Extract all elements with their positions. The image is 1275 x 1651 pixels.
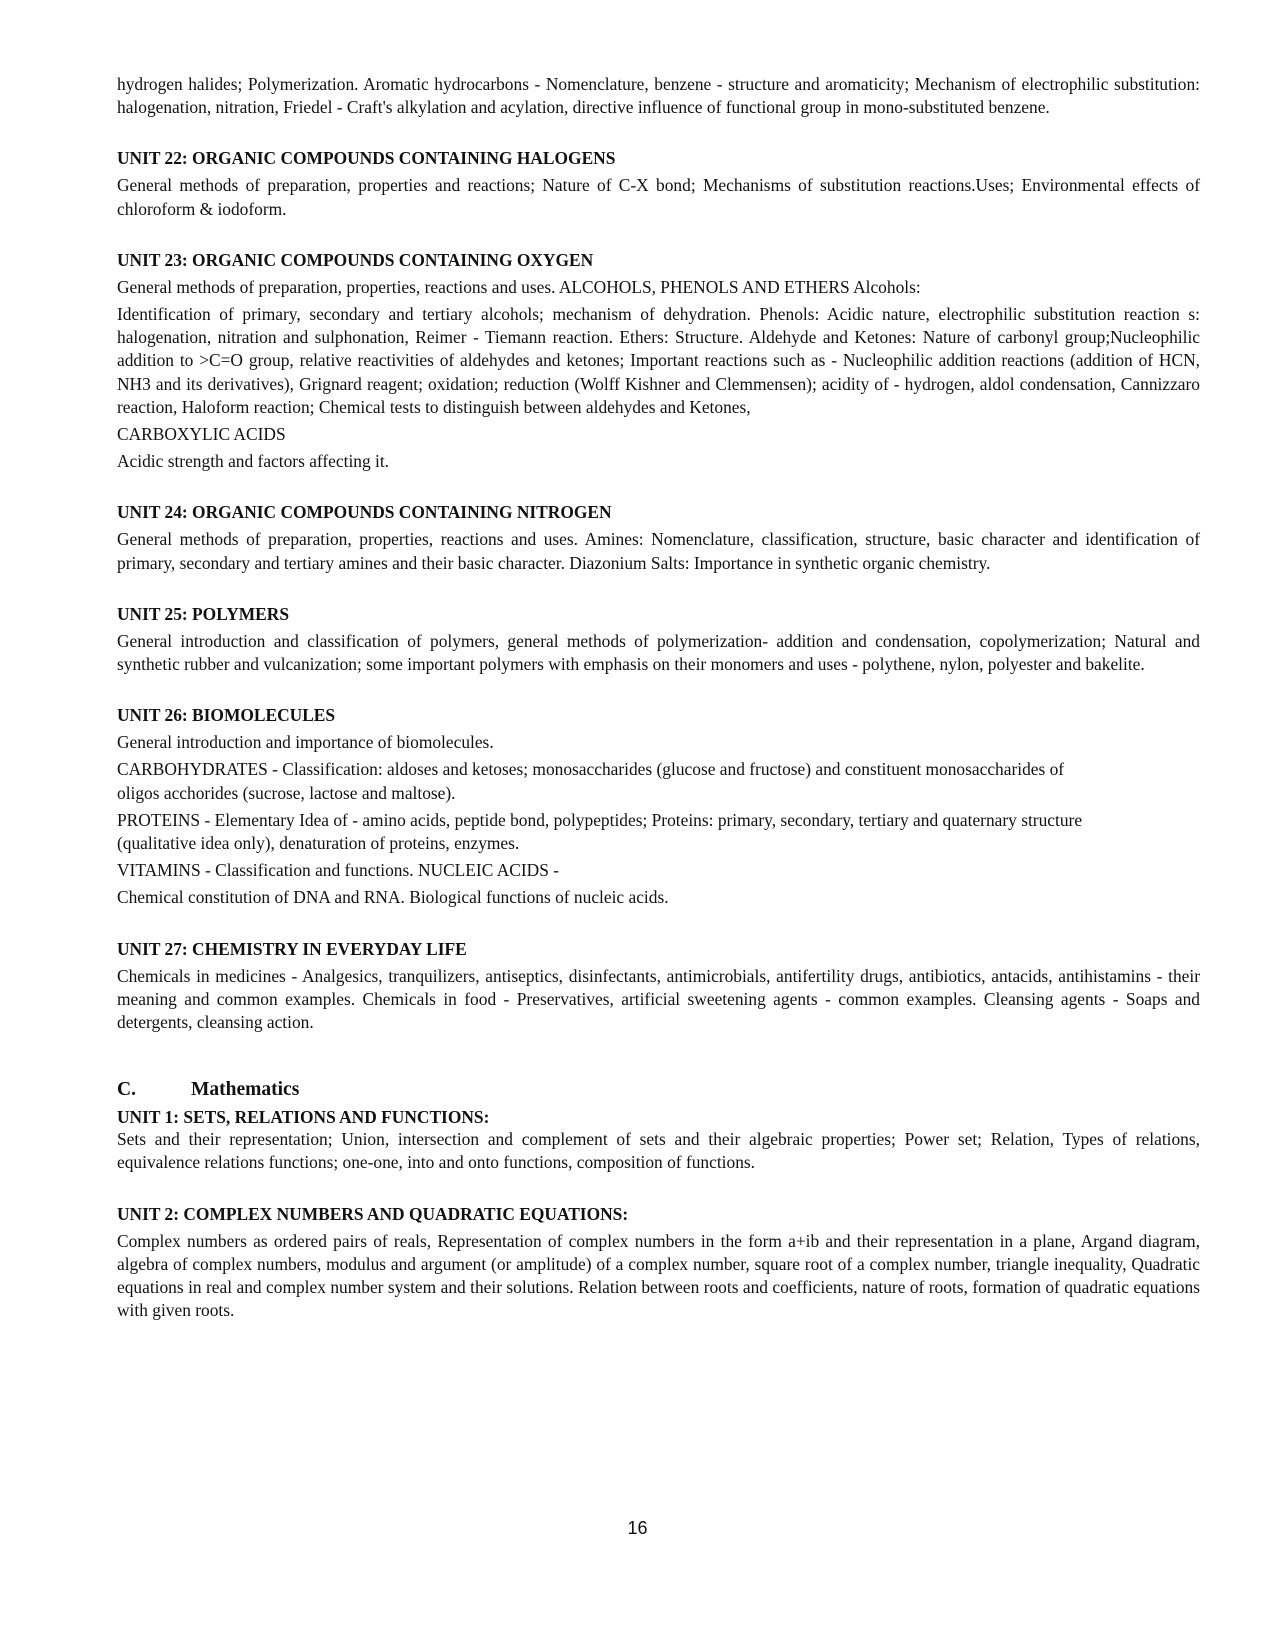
unit-26-paragraph: CARBOHYDRATES - Classification: aldoses and ketoses; monosaccharides (glucose and fructose) and constituent monosaccharides of oligos acchorides (sucrose, lactose and maltose). xyxy=(117,759,1065,803)
unit-24-paragraph: General methods of preparation, properties, reactions and uses. Amines: Nomenclature, classification, structure, basic character and identification of primary, secondary and tertiary amines and their basic character. Diazonium Salts: Importance in synthetic organic chemistry. xyxy=(117,529,1200,573)
math-unit-2-paragraph: Complex numbers as ordered pairs of reals, Representation of complex numbers in the form a+ib and their representation in a plane, Argand diagram, algebra of complex numbers, modulus and argument (or amplitude) of a complex number, square root of a complex number, triangle inequality, Quadratic equations in real and complex number system and their solutions. Relation between roots and coefficients, nature of roots, formation of quadratic equations with given roots. xyxy=(117,1230,1200,1321)
unit-23-subheading: CARBOXYLIC ACIDS xyxy=(117,424,286,445)
unit-26-paragraph: Chemical constitution of DNA and RNA. Biological functions of nucleic acids. xyxy=(117,887,669,908)
section-title xyxy=(117,1078,1200,1102)
unit-27-heading: UNIT 27: CHEMISTRY IN EVERYDAY LIFE xyxy=(117,938,467,959)
math-unit-2-heading: UNIT 2: COMPLEX NUMBERS AND QUADRATIC EQUATIONS: xyxy=(117,1203,629,1224)
page-content xyxy=(117,73,1200,1327)
section-letter: C. xyxy=(117,1079,136,1101)
unit-22-paragraph: General methods of preparation, properties and reactions; Nature of C-X bond; Mechanisms of substitution reactions.Uses; Environmental effects of chloroform & iodoform. xyxy=(117,175,1200,219)
unit-27-paragraph: Chemicals in medicines - Analgesics, tranquilizers, antiseptics, disinfectants, antimicrobials, antifertility drugs, antibiotics, antacids, antihistamins - their meaning and common examples. Chemicals in food - Preservatives, artificial sweetening agents - common examples. Cleansing agents - Soaps and detergents, cleansing action. xyxy=(117,965,1200,1033)
math-unit-1-paragraph: Sets and their representation; Union, intersection and complement of sets and their algebraic properties; Power set; Relation, Types of relations, equivalence relations functions; one-one, into and onto functions, composition of functions. xyxy=(117,1129,1200,1173)
unit-24-heading: UNIT 24: ORGANIC COMPOUNDS CONTAINING NITROGEN xyxy=(117,502,612,523)
unit-26-heading: UNIT 26: BIOMOLECULES xyxy=(117,705,336,726)
unit-25-heading: UNIT 25: POLYMERS xyxy=(117,603,290,624)
unit-23-heading: UNIT 23: ORGANIC COMPOUNDS CONTAINING OXYGEN xyxy=(117,249,594,270)
section-name: Mathematics xyxy=(191,1079,300,1101)
unit-23-paragraph: Acidic strength and factors affecting it. xyxy=(117,451,390,472)
unit-23-paragraph: Identification of primary, secondary and tertiary alcohols; mechanism of dehydration. Phenols: Acidic nature, electrophilic substitution reaction s: halogenation, nitration and sulphonation, Reimer - Tiemann reaction. Ethers: Structure. Aldehyde and Ketones: Nature of carbonyl group;Nucleophilic addition to >C=O group, relative reactivities of aldehydes and ketones; Important reactions such as - Nucleophilic addition reactions (addition of HCN, NH3 and its derivatives), Grignard reagent; oxidation; reduction (Wolff Kishner and Clemmensen); acidity of - hydrogen, aldol condensation, Cannizzaro reaction, Haloform reaction; Chemical tests to distinguish between aldehydes and Ketones, xyxy=(117,304,1200,417)
intro-paragraph: hydrogen halides; Polymerization. Aromatic hydrocarbons - Nomenclature, benzene - structure and aromaticity; Mechanism of electrophilic substitution: halogenation, nitration, Friedel - Craft's alkylation and acylation, directive influence of functional group in mono-substituted benzene. xyxy=(117,74,1200,118)
unit-26-paragraph: PROTEINS - Elementary Idea of - amino acids, peptide bond, polypeptides; Proteins: primary, secondary, tertiary and quaternary structure (qualitative idea only), denaturation of proteins, enzymes. xyxy=(117,809,1083,854)
unit-25-paragraph: General introduction and classification of polymers, general methods of polymerization- addition and condensation, copolymerization; Natural and synthetic rubber and vulcanization; some important polymers with emphasis on their monomers and uses - polythene, nylon, polyester and bakelite. xyxy=(117,630,1200,675)
unit-26-paragraph: General introduction and importance of biomolecules. xyxy=(117,732,494,753)
unit-22-heading: UNIT 22: ORGANIC COMPOUNDS CONTAINING HALOGENS xyxy=(117,148,616,169)
page-number: 16 xyxy=(627,1518,648,1538)
unit-26-paragraph: VITAMINS - Classification and functions. NUCLEIC ACIDS - xyxy=(117,860,560,881)
unit-23-paragraph: General methods of preparation, properties, reactions and uses. ALCOHOLS, PHENOLS AND ETHERS Alcohols: xyxy=(117,276,921,297)
math-unit-1-heading: UNIT 1: SETS, RELATIONS AND FUNCTIONS: xyxy=(117,1107,490,1128)
